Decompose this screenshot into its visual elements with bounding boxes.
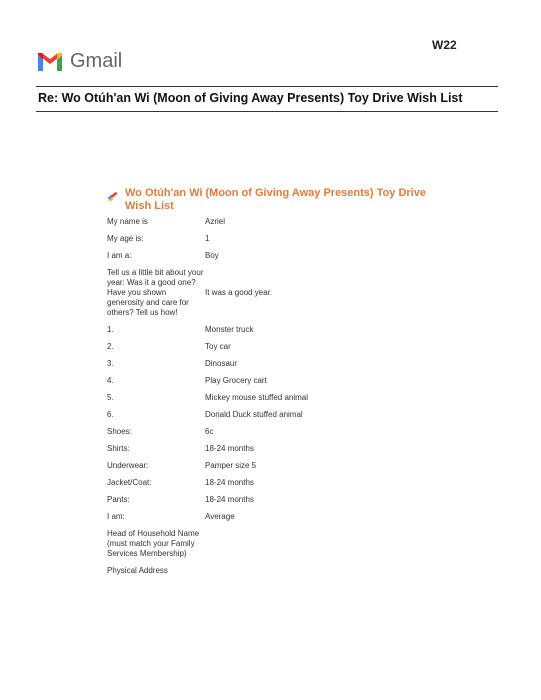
form-row	[107, 217, 407, 227]
form-row-label: I am:	[107, 512, 125, 521]
form-row-value: Dinosaur	[205, 359, 238, 368]
form-row-value: 18-24 months	[205, 495, 254, 504]
form-row	[107, 234, 407, 244]
form-row-value: Donald Duck stuffed animal	[205, 410, 303, 419]
form-row	[107, 512, 407, 522]
form-row-label: 4.	[107, 376, 114, 385]
form-row-value: Monster truck	[205, 325, 254, 334]
form-row-label: I am a:	[107, 251, 132, 260]
divider-top	[36, 86, 498, 87]
form-row-value: Boy	[205, 251, 219, 260]
email-subject: Re: Wo Otúh'an Wi (Moon of Giving Away Presents) Toy Drive Wish List	[38, 91, 463, 105]
form-row-value: 18-24 months	[205, 478, 254, 487]
form-row-label: 2.	[107, 342, 114, 351]
form-row-value: Mickey mouse stuffed animal	[205, 393, 309, 402]
form-row	[107, 251, 407, 261]
form-row	[107, 461, 407, 471]
form-row	[107, 393, 407, 403]
gmail-logo	[36, 50, 122, 73]
form-row	[107, 325, 407, 335]
form-row	[107, 495, 407, 505]
page-id-label: W22	[432, 38, 457, 52]
form-row	[107, 342, 407, 352]
gmail-wordmark: Gmail	[70, 50, 123, 72]
form-row-value: It was a good year.	[205, 288, 273, 297]
form-row	[107, 268, 407, 318]
form-icon	[107, 189, 119, 203]
form-row	[107, 529, 407, 559]
form-row-label: Head of Household Name (must match your Family Services Membership)	[107, 529, 200, 558]
form-row	[107, 410, 407, 420]
form-row	[107, 427, 407, 437]
form-row	[107, 566, 407, 576]
form-row-value: Pamper size 5	[205, 461, 257, 470]
form-row-label: Tell us a little bit about your year: Was it a good one? Have you shown generosity and care for others? Tell us how!	[107, 268, 204, 317]
form-row-label: Jacket/Coat:	[107, 478, 152, 487]
form-row-label: Underwear:	[107, 461, 149, 470]
form-row-label: 5.	[107, 393, 114, 402]
form-row-value	[205, 566, 407, 576]
form-row-label: 1.	[107, 325, 114, 334]
form-row-value: Average	[205, 512, 235, 521]
form-row-value: 1	[205, 234, 210, 243]
form-row-label: My age is:	[107, 234, 144, 243]
form-row	[107, 359, 407, 369]
form-row-label: 6.	[107, 410, 114, 419]
form-fields	[107, 217, 407, 583]
gmail-m-icon	[36, 51, 64, 73]
form-title: Wo Otúh'an Wi (Moon of Giving Away Presents) Toy Drive Wish List	[124, 187, 426, 212]
form-row-label: Shoes:	[107, 427, 132, 436]
form-row-label: My name is	[107, 217, 148, 226]
form-row-value: 6c	[205, 427, 214, 436]
form-row-label: Pants:	[107, 495, 130, 504]
form-row-value: 18-24 months	[205, 444, 254, 453]
form-row-label: 3.	[107, 359, 114, 368]
divider-bottom	[36, 111, 498, 112]
form-row-value: Play Grocery cart	[205, 376, 267, 385]
form-row	[107, 376, 407, 386]
form-header	[107, 187, 427, 213]
form-row-value: Toy car	[205, 342, 231, 351]
form-row	[107, 478, 407, 488]
form-row-label: Shirts:	[107, 444, 130, 453]
form-row-value: Azriel	[205, 217, 226, 226]
form-row-label: Physical Address	[107, 566, 168, 575]
form-row	[107, 444, 407, 454]
